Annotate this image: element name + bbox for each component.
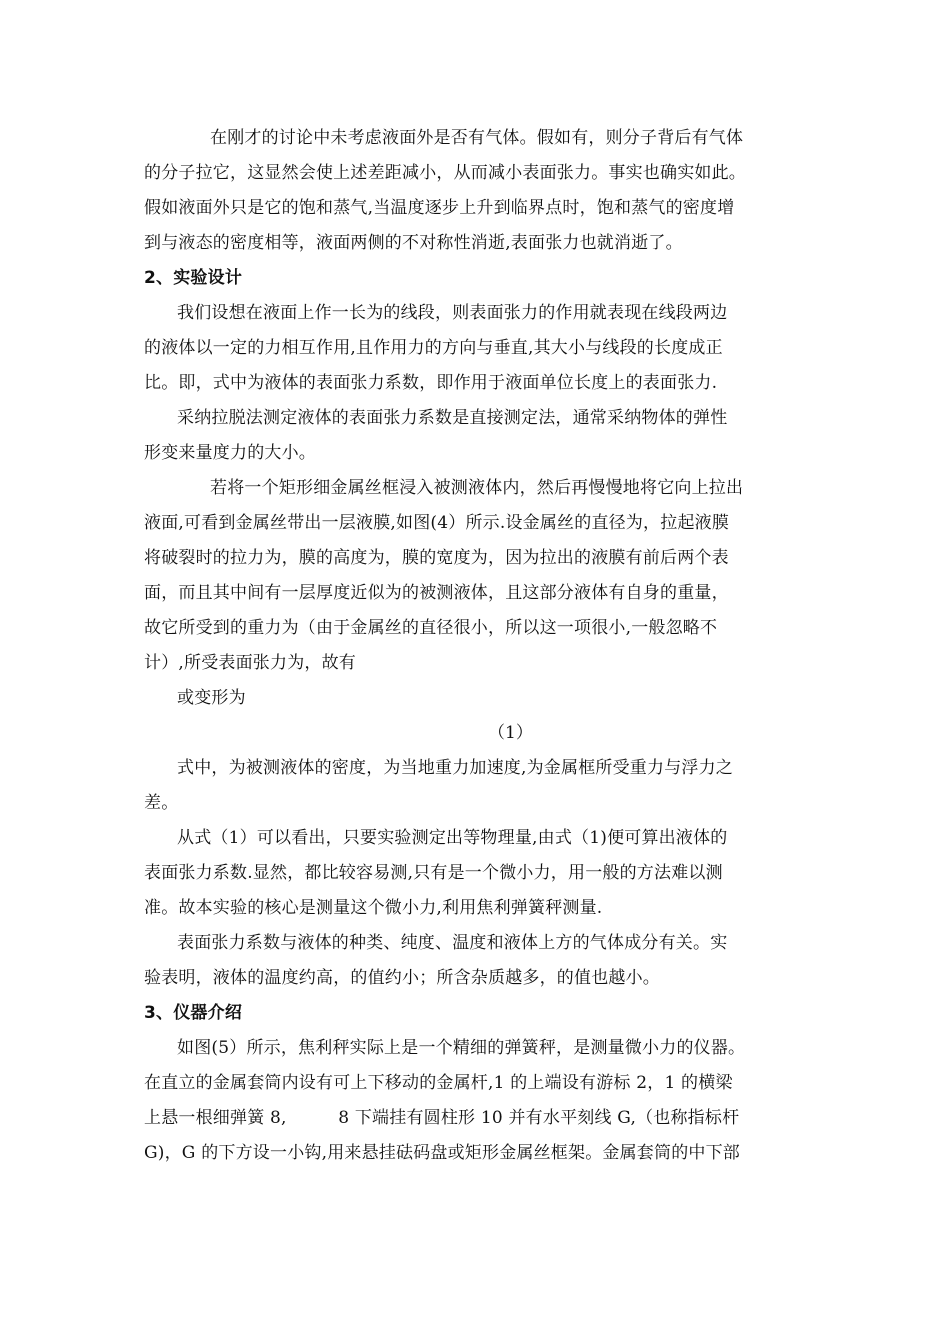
paragraph-7-line-1: 从式（1）可以看出，只要实验测定出等物理量,由式（1)便可算出液体的 bbox=[177, 828, 728, 848]
paragraph-1-line-4: 到与液态的密度相等，液面两侧的不对称性消逝,表面张力也就消逝了。 bbox=[144, 233, 683, 253]
paragraph-2-line-1: 我们设想在液面上作一长为的线段，则表面张力的作用就表现在线段两边 bbox=[177, 303, 728, 323]
paragraph-5-line-1: 或变形为 bbox=[177, 688, 246, 708]
paragraph-1-line-1: 在刚才的讨论中未考虑液面外是否有气体。假如有，则分子背后有气体 bbox=[210, 128, 744, 148]
paragraph-7-line-3: 准。故本实验的核心是测量这个微小力,利用焦利弹簧秤测量. bbox=[144, 898, 603, 918]
paragraph-4-line-3: 将破裂时的拉力为，膜的高度为，膜的宽度为，因为拉出的液膜有前后两个表 bbox=[144, 548, 729, 568]
paragraph-9-line-4: G)，G 的下方设一小钩,用来悬挂砝码盘或矩形金属丝框架。金属套筒的中下部 bbox=[144, 1143, 740, 1163]
paragraph-8-line-2: 验表明，液体的温度约高，的值约小；所含杂质越多，的值也越小。 bbox=[144, 968, 660, 988]
paragraph-6-line-2: 差。 bbox=[144, 793, 179, 813]
paragraph-6-line-1: 式中，为被测液体的密度，为当地重力加速度,为金属框所受重力与浮力之 bbox=[177, 758, 734, 778]
paragraph-1-line-3: 假如液面外只是它的饱和蒸气,当温度逐步上升到临界点时，饱和蒸气的密度增 bbox=[144, 198, 735, 218]
paragraph-4-line-6: 计）,所受表面张力为，故有 bbox=[144, 653, 357, 673]
paragraph-9-line-3: 上悬一根细弹簧 8, 8 下端挂有圆柱形 10 并有水平刻线 G,（也称指标杆 bbox=[144, 1108, 740, 1128]
paragraph-3-line-2: 形变来量度力的大小。 bbox=[144, 443, 316, 463]
paragraph-4-line-2: 液面,可看到金属丝带出一层液膜,如图(4）所示.设金属丝的直径为，拉起液膜 bbox=[144, 513, 730, 533]
paragraph-8-line-1: 表面张力系数与液体的种类、纯度、温度和液体上方的气体成分有关。实 bbox=[177, 933, 728, 953]
paragraph-1-line-2: 的分子拉它，这显然会使上述差距减小，从而减小表面张力。事实也确实如此。 bbox=[144, 163, 746, 183]
paragraph-9-line-1: 如图(5）所示，焦利秤实际上是一个精细的弹簧秤，是测量微小力的仪器。 bbox=[177, 1038, 746, 1058]
paragraph-2-line-2: 的液体以一定的力相互作用,且作用力的方向与垂直,其大小与线段的长度成正 bbox=[144, 338, 723, 358]
paragraph-4-line-4: 面，而且其中间有一层厚度近似为的被测液体，且这部分液体有自身的重量， bbox=[144, 583, 729, 603]
section-heading-instrument-intro: 3、仪器介绍 bbox=[144, 1003, 243, 1023]
paragraph-2-line-3: 比。即，式中为液体的表面张力系数，即作用于液面单位长度上的表面张力. bbox=[144, 373, 718, 393]
paragraph-7-line-2: 表面张力系数.显然，都比较容易测,只有是一个微小力，用一般的方法难以测 bbox=[144, 863, 723, 883]
paragraph-4-line-1: 若将一个矩形细金属丝框浸入被测液体内，然后再慢慢地将它向上拉出 bbox=[210, 478, 744, 498]
section-heading-experiment-design: 2、实验设计 bbox=[144, 268, 243, 288]
equation-number: （1） bbox=[488, 723, 533, 743]
paragraph-9-line-2: 在直立的金属套筒内设有可上下移动的金属杆,1 的上端设有游标 2，1 的横梁 bbox=[144, 1073, 733, 1093]
paragraph-3-line-1: 采纳拉脱法测定液体的表面张力系数是直接测定法，通常采纳物体的弹性 bbox=[177, 408, 728, 428]
paragraph-4-line-5: 故它所受到的重力为（由于金属丝的直径很小，所以这一项很小,一般忽略不 bbox=[144, 618, 718, 638]
